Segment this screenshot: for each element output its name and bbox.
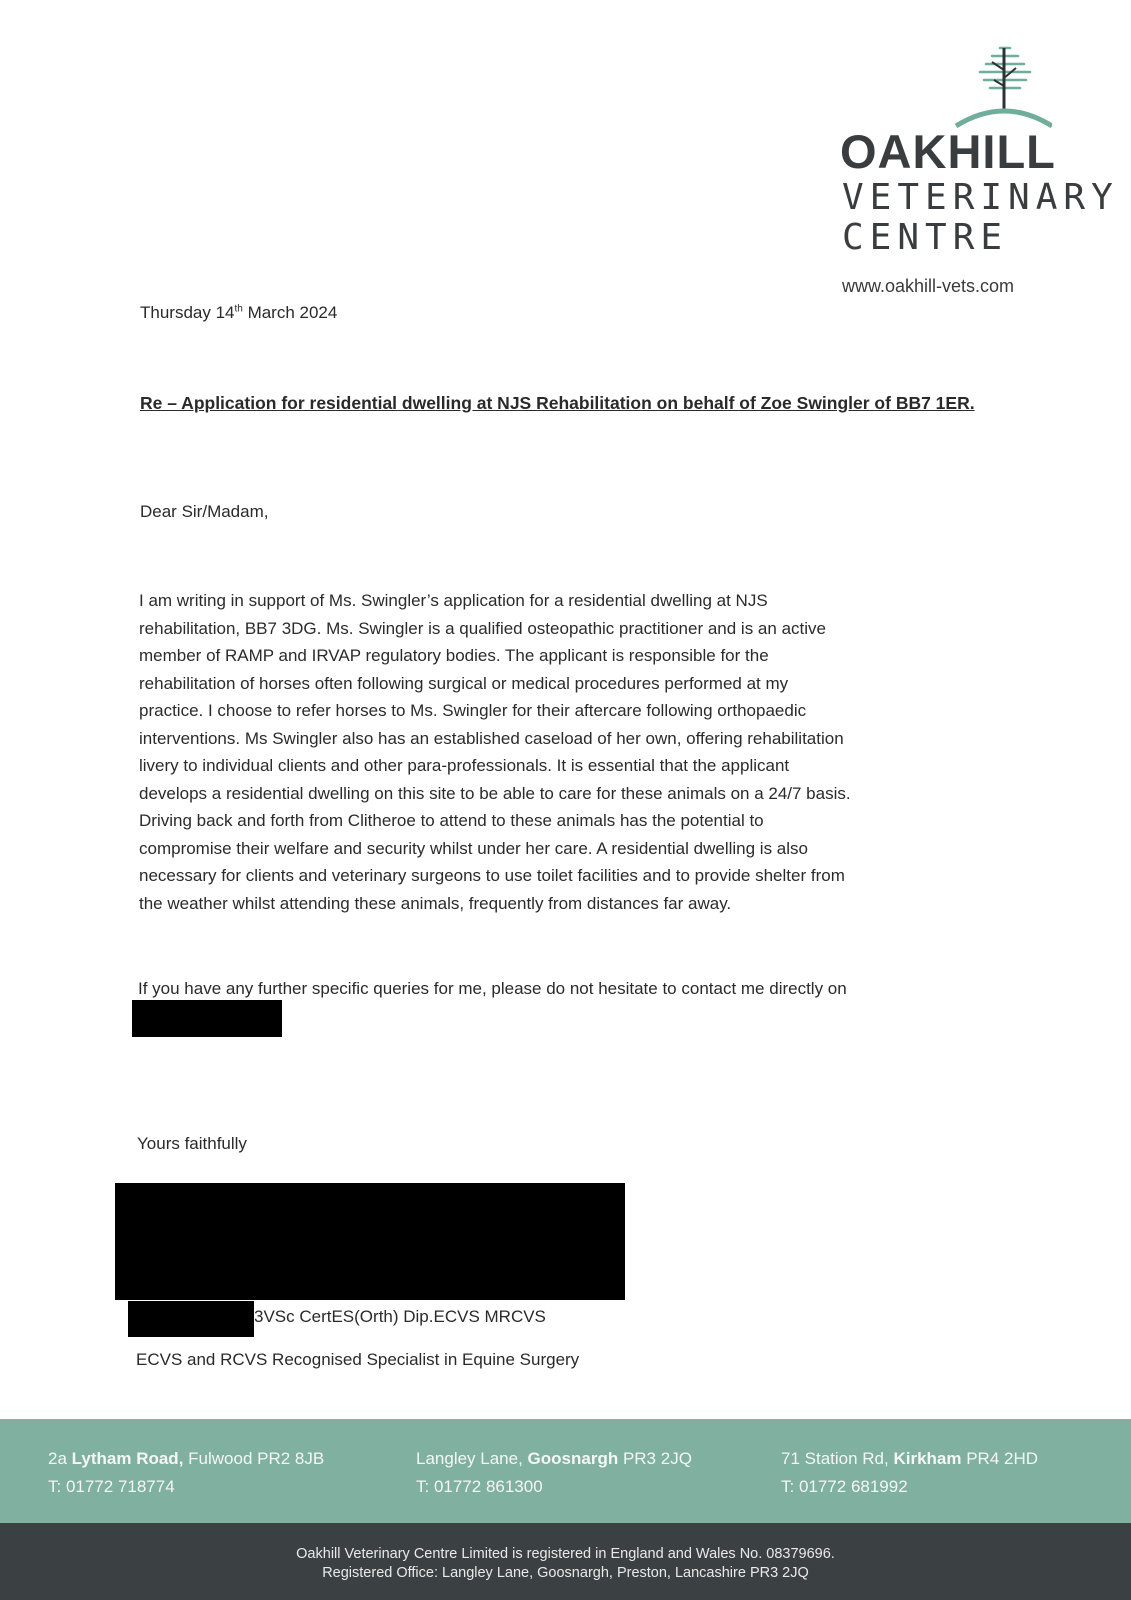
redacted-phone-number [132, 1000, 282, 1037]
address-part: 2a [48, 1449, 72, 1468]
footer-branches [0, 1419, 1131, 1523]
branch-address [781, 1445, 1038, 1473]
letter-body [139, 587, 999, 917]
date-day: Thursday 14 [140, 303, 235, 322]
body-line: rehabilitation, BB7 3DG. Ms. Swingler is a qualified osteopathic practitioner and is an active [139, 618, 826, 638]
body-line: compromise their welfare and security whilst under her care. A residential dwelling is also [139, 838, 808, 858]
body-line: livery to individual clients and other para-professionals. It is essential that the applicant [139, 756, 790, 775]
address-town: Goosnargh [527, 1449, 619, 1468]
date-suffix: th [234, 303, 243, 315]
company-logo [840, 40, 1119, 310]
branch-kirkham [781, 1445, 1038, 1501]
logo-wordmark-oakhill: OAKHILL [840, 125, 1056, 178]
date-rest: March 2024 [242, 303, 338, 322]
body-line: necessary for clients and veterinary surgeons to use toilet facilities and to provide shelter from [139, 866, 845, 885]
logo-wordmark-centre: CENTRE [842, 217, 1009, 258]
address-part: 71 Station Rd, [781, 1449, 894, 1468]
address-part: Fulwood PR2 8JB [183, 1449, 325, 1468]
website-url[interactable]: www.oakhill-vets.com [842, 276, 1015, 296]
logo-wordmark-veterinary: VETERINARY [842, 177, 1119, 218]
address-part: PR3 2JQ [618, 1449, 692, 1468]
address-part: Langley Lane, [416, 1449, 528, 1468]
signatory-qualifications: 3VSc CertES(Orth) Dip.ECVS MRCVS [254, 1307, 546, 1326]
tree-logo-icon [952, 40, 1052, 130]
body-line: rehabilitation of horses often following surgical or medical procedures performed at my [139, 673, 789, 693]
closing: Yours faithfully [137, 1134, 247, 1153]
body-line: the weather whilst attending these animals, frequently from distances far away. [139, 893, 732, 913]
registered-office-line: Registered Office: Langley Lane, Goosnargh, Preston, Lancashire PR3 2JQ [322, 1565, 809, 1581]
salutation: Dear Sir/Madam, [140, 502, 269, 521]
footer-registration [0, 1523, 1131, 1600]
branch-phone: T: 01772 718774 [48, 1477, 175, 1496]
address-part: PR4 2HD [961, 1449, 1039, 1468]
contact-line: If you have any further specific queries for me, please do not hesitate to contact me directly on [138, 979, 847, 998]
redacted-signatory-name [128, 1301, 254, 1337]
body-line: practice. I choose to refer horses to Ms. Swingler for their aftercare following orthopaedic [139, 701, 807, 720]
branch-fulwood [48, 1445, 324, 1501]
body-line: Driving back and forth from Clitheroe to attend to these animals has the potential to [139, 811, 764, 830]
body-line: interventions. Ms Swingler also has an established caseload of her own, offering rehabilitation [139, 728, 844, 748]
branch-address [48, 1445, 324, 1473]
letter-subject: Re – Application for residential dwelling at NJS Rehabilitation on behalf of Zoe Swingler of BB7 1ER. [140, 393, 975, 413]
body-line: I am writing in support of Ms. Swingler’s application for a residential dwelling at NJS [139, 591, 768, 610]
branch-phone: T: 01772 681992 [781, 1477, 908, 1496]
body-line: member of RAMP and IRVAP regulatory bodies. The applicant is responsible for the [139, 646, 769, 665]
branch-phone: T: 01772 861300 [416, 1477, 543, 1496]
signatory-title: ECVS and RCVS Recognised Specialist in Equine Surgery [136, 1350, 580, 1369]
redacted-signature [115, 1183, 625, 1300]
body-line: develops a residential dwelling on this site to be able to care for these animals on a 24/7 basis. [139, 783, 851, 803]
branch-goosnargh [416, 1445, 692, 1501]
branch-address [416, 1445, 692, 1473]
registration-line: Oakhill Veterinary Centre Limited is registered in England and Wales No. 08379696. [296, 1546, 835, 1562]
address-town: Kirkham [893, 1449, 962, 1468]
address-street: Lytham Road, [71, 1449, 184, 1468]
letter-date [140, 303, 337, 323]
